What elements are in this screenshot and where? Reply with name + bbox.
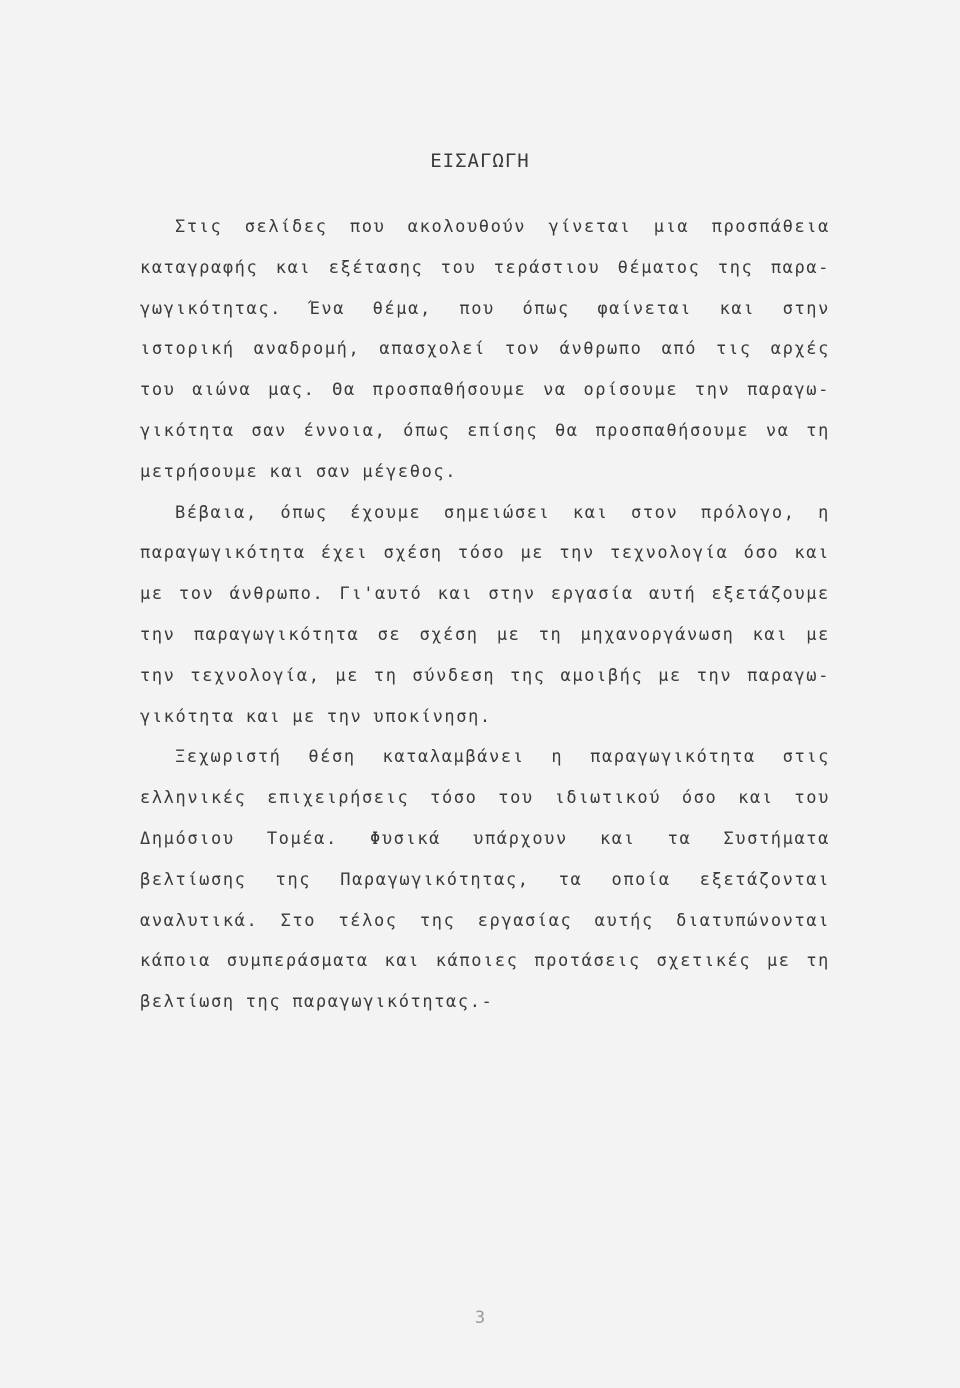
word: υπάρχουν bbox=[473, 828, 568, 849]
word: την bbox=[326, 706, 363, 727]
word: έννοια, bbox=[303, 420, 387, 441]
word: να bbox=[543, 380, 567, 401]
word: και bbox=[752, 624, 789, 645]
text-line bbox=[140, 982, 830, 1023]
text-line bbox=[140, 207, 830, 248]
word: Ένα bbox=[309, 298, 346, 319]
word: με bbox=[496, 624, 521, 645]
word: κάποιες bbox=[435, 951, 519, 972]
text-line bbox=[140, 737, 830, 778]
word: τα bbox=[667, 828, 692, 849]
word: και bbox=[719, 298, 756, 319]
word: εξετάζουμε bbox=[711, 584, 830, 605]
word: απασχολεί bbox=[379, 339, 486, 360]
word: αυτή bbox=[648, 584, 697, 605]
word: γωγικότητας. bbox=[140, 298, 283, 319]
text-line bbox=[140, 289, 830, 330]
word: και bbox=[599, 828, 636, 849]
word: την bbox=[696, 665, 733, 686]
word: σαν bbox=[251, 420, 287, 441]
word: αυτής bbox=[594, 910, 654, 931]
word: σημειώσει bbox=[443, 502, 551, 523]
word: συμπεράσματα bbox=[226, 951, 369, 972]
word: ιστορική bbox=[140, 339, 235, 360]
word: φαίνεται bbox=[597, 298, 693, 319]
word: οποία bbox=[611, 869, 671, 890]
word: ιδιωτικού bbox=[554, 788, 662, 809]
word: τεράστιου bbox=[493, 257, 601, 278]
text-line bbox=[140, 778, 830, 819]
text-line bbox=[140, 452, 830, 493]
word: την bbox=[694, 380, 731, 401]
word: σχέση bbox=[383, 543, 443, 564]
word: τη bbox=[538, 624, 563, 645]
word: αναλυτικά. bbox=[140, 910, 259, 931]
word: θέση bbox=[308, 747, 356, 768]
word: προσπαθήσουμε bbox=[595, 420, 750, 441]
word: θέμα, bbox=[372, 298, 432, 319]
word: αμοιβής bbox=[560, 665, 644, 686]
word: του bbox=[440, 257, 477, 278]
word: Ξεχωριστή bbox=[175, 747, 282, 768]
word: θα bbox=[554, 420, 579, 441]
word: κάποια bbox=[140, 951, 212, 972]
word: καταλαμβάνει bbox=[382, 747, 525, 768]
word: τεχνολογία bbox=[610, 543, 729, 564]
word: και bbox=[245, 706, 282, 727]
word: σε bbox=[377, 624, 402, 645]
word: να bbox=[765, 420, 790, 441]
word: σύνδεση bbox=[412, 665, 496, 686]
word: βελτίωσης bbox=[140, 869, 247, 890]
text-line bbox=[140, 901, 830, 942]
word: γίνεται bbox=[548, 217, 632, 237]
word: παραγωγικότητα bbox=[193, 624, 360, 645]
word: Συστήματα bbox=[723, 828, 830, 849]
word: διατυπώνονται bbox=[676, 910, 830, 931]
word: στην bbox=[488, 584, 536, 605]
word: με bbox=[140, 584, 164, 605]
word: Φυσικά bbox=[369, 828, 441, 849]
word: εργασίας bbox=[477, 910, 573, 931]
word: όπως bbox=[522, 298, 570, 319]
word: πρόλογο, bbox=[700, 502, 796, 523]
word: την bbox=[140, 665, 176, 686]
body-text bbox=[140, 207, 830, 1023]
word: με bbox=[520, 543, 545, 564]
word: που bbox=[459, 298, 495, 319]
word: τέλος bbox=[338, 910, 398, 931]
word: Στο bbox=[280, 910, 317, 931]
word: Βέβαια, bbox=[175, 502, 258, 523]
word: εξετάζονται bbox=[699, 869, 830, 890]
word: στις bbox=[782, 747, 830, 768]
word: τον bbox=[178, 584, 215, 605]
word: τόσο bbox=[430, 788, 478, 809]
word: προτάσεις bbox=[534, 951, 641, 972]
word: της bbox=[245, 992, 282, 1013]
word: παραγω- bbox=[747, 665, 830, 686]
word: καταγραφής bbox=[140, 257, 259, 278]
word: αναδρομή, bbox=[253, 339, 361, 360]
text-line bbox=[140, 533, 830, 574]
word: της bbox=[717, 257, 754, 278]
word: επίσης bbox=[467, 420, 539, 441]
word: παραγωγικότητα bbox=[590, 747, 756, 768]
text-line bbox=[140, 615, 830, 656]
word: έχει bbox=[320, 543, 369, 564]
word: όπως bbox=[280, 502, 328, 523]
word: τη bbox=[806, 951, 830, 972]
word: άνθρωπο. bbox=[229, 584, 325, 605]
word: εξέτασης bbox=[328, 257, 424, 278]
word: η bbox=[551, 747, 564, 768]
text-line bbox=[140, 860, 830, 901]
text-line bbox=[140, 370, 830, 411]
text-line bbox=[140, 574, 830, 615]
word: τόσο bbox=[457, 543, 506, 564]
word: του bbox=[794, 788, 830, 809]
page-title: ΕΙΣΑΓΩΓΗ bbox=[430, 150, 530, 172]
word: υποκίνηση. bbox=[373, 706, 492, 727]
word: τον bbox=[505, 339, 541, 360]
text-line bbox=[140, 493, 830, 534]
word: γικότητα bbox=[140, 706, 235, 727]
word: Δημόσιου bbox=[140, 828, 235, 849]
word: σαν bbox=[315, 461, 352, 482]
word: σχετικές bbox=[656, 951, 752, 972]
text-line bbox=[140, 656, 830, 697]
word: και bbox=[572, 502, 609, 523]
word: τα bbox=[558, 869, 583, 890]
word: έχουμε bbox=[350, 502, 422, 523]
word: σελίδες bbox=[244, 217, 328, 237]
word: παραγωγικότητας.- bbox=[292, 992, 494, 1013]
word: μετρήσουμε bbox=[140, 461, 259, 482]
word: ελληνικές bbox=[140, 788, 247, 809]
word: με bbox=[335, 665, 360, 686]
word: αιώνα bbox=[192, 380, 252, 401]
word: θέματος bbox=[617, 257, 701, 278]
word: παραγωγικότητα bbox=[140, 543, 306, 564]
word: Γι'αυτό bbox=[339, 584, 423, 605]
word: Θα bbox=[332, 380, 356, 401]
word: από bbox=[661, 339, 698, 360]
word: τις bbox=[716, 339, 752, 360]
word: παρα- bbox=[770, 257, 830, 278]
page-number: 3 bbox=[474, 1308, 486, 1328]
word: Τομέα. bbox=[266, 828, 338, 849]
word: με bbox=[766, 951, 791, 972]
word: και bbox=[275, 257, 312, 278]
word: άνθρωπο bbox=[559, 339, 643, 360]
word: της bbox=[275, 869, 312, 890]
word: την bbox=[559, 543, 595, 564]
text-line bbox=[140, 248, 830, 289]
word: μια bbox=[653, 217, 690, 237]
word: τη bbox=[806, 420, 830, 441]
text-line bbox=[140, 411, 830, 452]
word: όπως bbox=[403, 420, 451, 441]
word: με bbox=[292, 706, 316, 727]
word: γικότητα bbox=[140, 420, 235, 441]
word: της bbox=[419, 910, 456, 931]
word: ακολουθούν bbox=[407, 217, 527, 237]
word: και bbox=[738, 788, 774, 809]
word: μας. bbox=[268, 380, 316, 401]
word: της bbox=[510, 665, 546, 686]
word: στην bbox=[782, 298, 830, 319]
word: Στις bbox=[175, 217, 223, 237]
word: όσο bbox=[743, 543, 780, 564]
word: και bbox=[794, 543, 830, 564]
word: και bbox=[269, 461, 305, 482]
word: τη bbox=[373, 665, 398, 686]
text-line bbox=[140, 329, 830, 370]
text-line bbox=[140, 819, 830, 860]
word: αρχές bbox=[770, 339, 830, 360]
word: η bbox=[818, 502, 830, 523]
text-line bbox=[140, 697, 830, 738]
word: Παραγωγικότητας, bbox=[340, 869, 530, 890]
word: μέγεθος. bbox=[362, 461, 458, 482]
word: ορίσουμε bbox=[583, 380, 679, 401]
text-line bbox=[140, 941, 830, 982]
word: βελτίωση bbox=[140, 992, 235, 1013]
word: του bbox=[498, 788, 534, 809]
word: του bbox=[140, 380, 176, 401]
word: σχέση bbox=[419, 624, 479, 645]
word: εργασία bbox=[550, 584, 634, 605]
word: που bbox=[349, 217, 386, 237]
word: προσπαθήσουμε bbox=[372, 380, 527, 401]
word: μηχανοργάνωση bbox=[580, 624, 735, 645]
word: όσο bbox=[681, 788, 718, 809]
word: και bbox=[437, 584, 474, 605]
word: στον bbox=[630, 502, 679, 523]
word: επιχειρήσεις bbox=[267, 788, 410, 809]
word: με bbox=[658, 665, 682, 686]
word: και bbox=[384, 951, 420, 972]
word: παραγω- bbox=[747, 380, 830, 401]
word: την bbox=[140, 624, 176, 645]
word: προσπάθεια bbox=[711, 217, 830, 237]
word: τεχνολογία, bbox=[190, 665, 321, 686]
word: με bbox=[806, 624, 830, 645]
